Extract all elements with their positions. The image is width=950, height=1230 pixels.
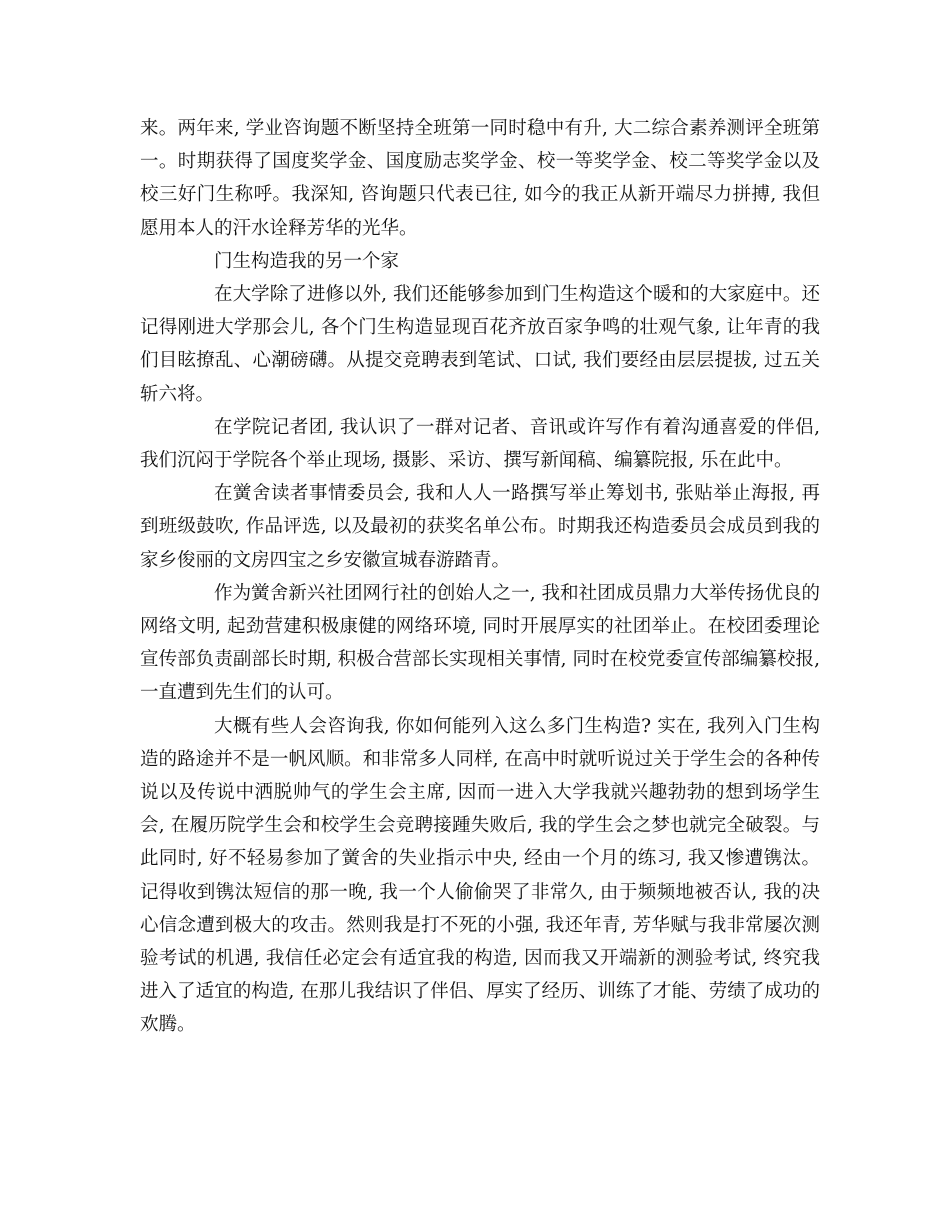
- paragraph-reader-committee: 在黉舍读者事情委员会, 我和人人一路撰写举止筹划书, 张贴举止海报, 再到班级鼓吹, 作品评选, 以及最初的获奖名单公布。时期我还构造委员会成员到我的家乡俊丽的文房四宝之乡安徽宣城春游踏青。: [140, 483, 820, 571]
- paragraph-network-club: 作为黉舍新兴社团网行社的创始人之一, 我和社团成员鼎力大举传扬优良的网络文明, 起劲营建积极康健的网络环境, 同时开展厚实的社团举止。在校团委理论宣传部负责副部长时期, 积极合营部长实现相关事情, 同时在校党委宣传部编纂校报, 一直遭到先生们的认可。: [140, 582, 820, 704]
- paragraph-intro-student-orgs: 在大学除了进修以外, 我们还能够参加到门生构造这个暖和的大家庭中。还记得刚进大学那会儿, 各个门生构造显现百花齐放百家争鸣的壮观气象, 让年青的我们目眩撩乱、心潮磅礴。从提交竞聘表到笔试、口试, 我们要经由层层提拔, 过五关斩六将。: [140, 284, 820, 405]
- paragraph-continuation: 来。两年来, 学业咨询题不断坚持全班第一同时稳中有升, 大二综合素养测评全班第一。时期获得了国度奖学金、国度励志奖学金、校一等奖学金、校二等奖学金以及校三好门生称呼。我深知, 咨询题只代表已往, 如今的我正从新开端尽力拼搏, 我但愿用本人的汗水诠释芳华的光华。: [140, 118, 820, 239]
- paragraph-reporter-team: 在学院记者团, 我认识了一群对记者、音讯或许写作有着沟通喜爱的伴侣, 我们沉闷于学院各个举止现场, 摄影、采访、撰写新闻稿、编纂院报, 乐在此中。: [140, 416, 820, 472]
- section-heading: 门生构造我的另一个家: [214, 250, 400, 272]
- document-body: [140, 112, 820, 1042]
- paragraph-journey: 大概有些人会咨询我, 你如何能列入这么多门生构造? 实在, 我列入门生构造的路途并不是一帆风顺。和非常多人同样, 在高中时就听说过关于学生会的各种传说以及传说中洒脱帅气的学生会主席, 因而一进入大学我就兴趣勃勃的想到场学生会, 在履历院学生会和校学生会竞聘接踵失败后, 我的学生会之梦也就完全破裂。与此同时, 好不轻易参加了黉舍的失业指示中央, 经由一个月的练习, 我又惨遭镌汰。记得收到镌汰短信的那一晚, 我一个人偷偷哭了非常久, 由于频频地被否认, 我的决心信念遭到极大的攻击。然则我是打不死的小强, 我还年青, 芳华赋与我非常屡次测验考试的机遇, 我信任必定会有适宜我的构造, 因而我又开端新的测验考试, 终究我进入了适宜的构造, 在那儿我结识了伴侣、厚实了经历、训练了才能、劳绩了成功的欢腾。: [140, 715, 820, 1036]
